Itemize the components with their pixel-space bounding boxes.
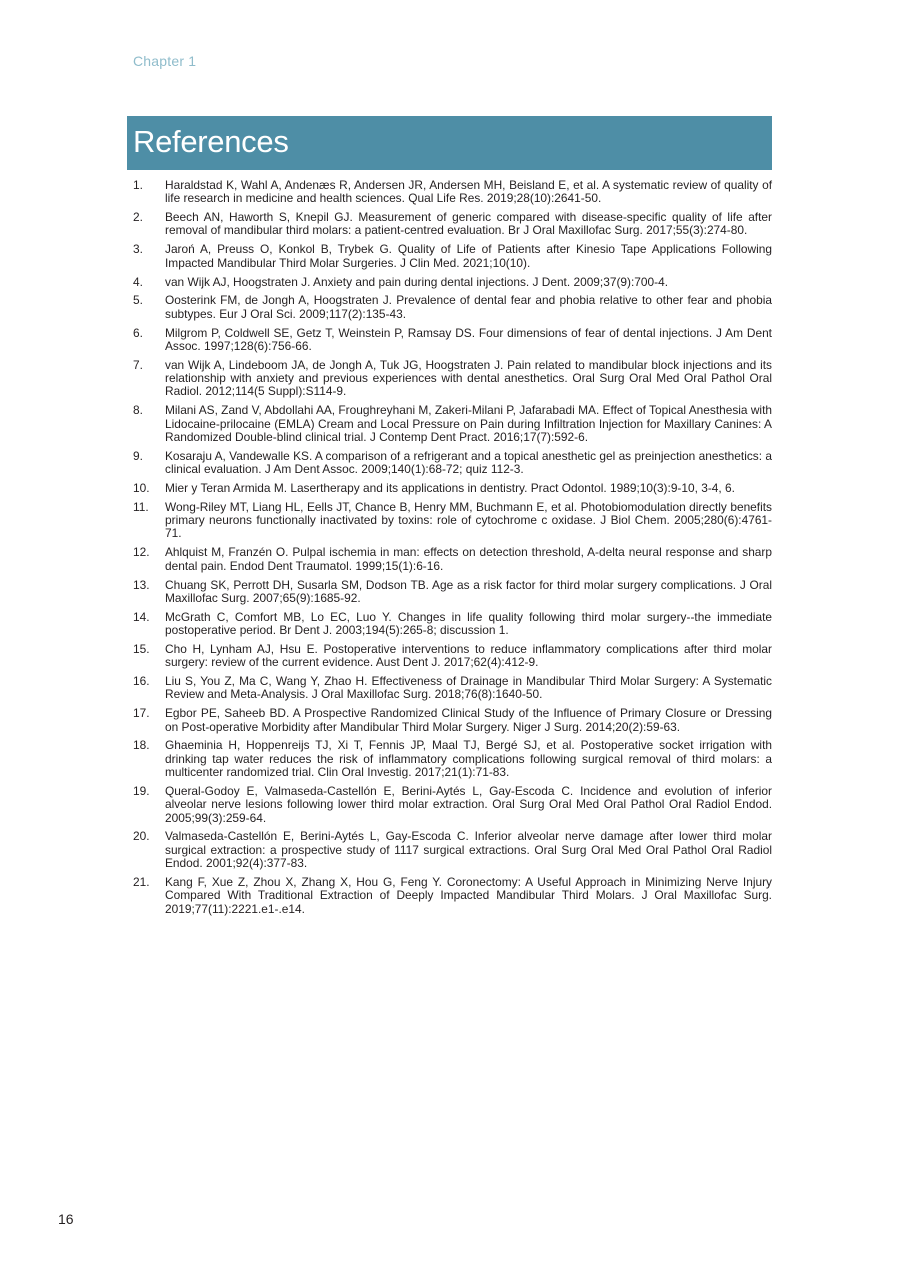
reference-text: Mier y Teran Armida M. Lasertherapy and its applications in dentistry. Pract Odontol. 1989;10(3):9-10, 3-4, 6. [165, 480, 735, 495]
reference-number: 10. [133, 480, 150, 495]
reference-item [133, 276, 772, 289]
reference-text: Milani AS, Zand V, Abdollahi AA, Froughreyhani M, Zakeri-Milani P, Jafarabadi MA. Effect of Topical Anesthesia with Lidocaine-prilocaine (EMLA) Cream and Local Pressure on Pain during Infiltration Injection for Maxillary Canines: A Randomized Double-blind clinical trial. J Contemp Dent Pract. 2016;17(7):592-6. [165, 403, 772, 444]
reference-number: 18. [133, 738, 150, 753]
reference-text: Milgrom P, Coldwell SE, Getz T, Weinstein P, Ramsay DS. Four dimensions of fear of dental injections. J Am Dent Assoc. 1997;128(6):756-66. [165, 325, 772, 353]
reference-item [133, 830, 772, 870]
reference-text: Chuang SK, Perrott DH, Susarla SM, Dodson TB. Age as a risk factor for third molar surgery complications. J Oral Maxillofac Surg. 2007;65(9):1685-92. [165, 577, 772, 605]
reference-text: McGrath C, Comfort MB, Lo EC, Luo Y. Changes in life quality following third molar surgery--the immediate postoperative period. Br Dent J. 2003;194(5):265-8; discussion 1. [165, 609, 772, 638]
reference-item [133, 739, 772, 779]
reference-text: Valmaseda-Castellón E, Berini-Aytés L, Gay-Escoda C. Inferior alveolar nerve damage after lower third molar surgical extraction: a prospective study of 1117 surgical extractions. Oral Surg Oral Med Oral Pathol Oral Radiol Endod. 2001;92(4):377-83. [165, 829, 772, 871]
reference-text: Beech AN, Haworth S, Knepil GJ. Measurement of generic compared with disease-specific quality of life after removal of mandibular third molars: a patient-centred evaluation. Br J Oral Maxillofac Surg. 2017;55(3):274-80. [165, 210, 772, 238]
reference-item [133, 359, 772, 399]
section-banner [127, 116, 772, 170]
reference-text: Queral-Godoy E, Valmaseda-Castellón E, Berini-Aytés L, Gay-Escoda C. Incidence and evolution of inferior alveolar nerve lesions following lower third molar extraction. Oral Surg Oral Med Oral Pathol Oral Radiol Endod. 2005;99(3):259-64. [165, 783, 772, 825]
reference-number: 1. [133, 178, 143, 192]
reference-number: 17. [133, 706, 150, 721]
reference-text: Kang F, Xue Z, Zhou X, Zhang X, Hou G, Feng Y. Coronectomy: A Useful Approach in Minimizing Nerve Injury Compared With Traditional Extraction of Deeply Impacted Mandibular Third Molars. J Oral Maxillofac Surg. 2019;77(11):2221.e1-.e14. [165, 874, 772, 916]
reference-number: 20. [133, 829, 150, 844]
reference-item [133, 179, 772, 206]
reference-text: van Wijk A, Lindeboom JA, de Jongh A, Tuk JG, Hoogstraten J. Pain related to mandibular block injections and its relationship with anxiety and previous experiences with dental anesthetics. Oral Surg Oral Med Oral Pathol Oral Radiol. 2012;114(5 Suppl):S114-9. [165, 357, 772, 399]
reference-number: 12. [133, 545, 150, 560]
reference-text: Haraldstad K, Wahl A, Andenæs R, Andersen JR, Andersen MH, Beisland E, et al. A systematic review of quality of life research in medicine and health sciences. Qual Life Res. 2019;28(10):2641-50. [165, 178, 772, 206]
reference-number: 15. [133, 641, 150, 656]
reference-number: 2. [133, 210, 143, 225]
reference-number: 7. [133, 357, 143, 372]
reference-number: 9. [133, 448, 143, 463]
reference-item [133, 294, 772, 321]
reference-number: 11. [133, 499, 149, 514]
reference-text: Ahlquist M, Franzén O. Pulpal ischemia in man: effects on detection threshold, A-delta neural response and sharp dental pain. Endod Dent Traumatol. 1999;15(1):6-16. [165, 545, 772, 573]
page-number: 16 [58, 1211, 74, 1227]
reference-item [133, 243, 772, 270]
reference-text: Wong-Riley MT, Liang HL, Eells JT, Chance B, Henry MM, Buchmann E, et al. Photobiomodulation directly benefits primary neurons functionally inactivated by toxins: role of cytochrome c oxidase. J Biol Chem. 2005;280(6):4761-71. [165, 499, 772, 541]
reference-text: Jaroń A, Preuss O, Konkol B, Trybek G. Quality of Life of Patients after Kinesio Tape Applications Following Impacted Mandibular Third Molar Surgeries. J Clin Med. 2021;10(10). [165, 242, 772, 270]
reference-number: 4. [133, 274, 143, 289]
reference-item [133, 501, 772, 541]
reference-text: Egbor PE, Saheeb BD. A Prospective Randomized Clinical Study of the Influence of Primary Closure or Dressing on Post-operative Morbidity after Mandibular Third Molar Surgery. Niger J Surg. 2014;20(2):59-63. [165, 706, 772, 734]
reference-item [133, 450, 772, 477]
reference-number: 6. [133, 325, 143, 340]
reference-text: Cho H, Lynham AJ, Hsu E. Postoperative interventions to reduce inflammatory complications after third molar surgery: review of the current evidence. Aust Dent J. 2017;62(4):412-9. [165, 641, 772, 670]
reference-item [133, 643, 772, 670]
reference-number: 14. [133, 609, 150, 624]
reference-item [133, 211, 772, 238]
reference-text: Liu S, You Z, Ma C, Wang Y, Zhao H. Effectiveness of Drainage in Mandibular Third Molar Surgery: A Systematic Review and Meta-Analysis. J Oral Maxillofac Surg. 2018;76(8):1640-50. [165, 674, 772, 702]
section-title: References [133, 124, 289, 159]
reference-number: 8. [133, 403, 143, 418]
reference-item [133, 482, 772, 495]
reference-item [133, 579, 772, 606]
reference-item [133, 611, 772, 638]
reference-item [133, 546, 772, 573]
reference-number: 16. [133, 674, 150, 689]
reference-item [133, 876, 772, 916]
reference-text: Oosterink FM, de Jongh A, Hoogstraten J. Prevalence of dental fear and phobia relative to other fear and phobia subtypes. Eur J Oral Sci. 2009;117(2):135-43. [165, 293, 772, 321]
reference-list [133, 179, 772, 921]
reference-text: van Wijk AJ, Hoogstraten J. Anxiety and pain during dental injections. J Dent. 2009;37(9):700-4. [165, 274, 668, 289]
reference-number: 5. [133, 293, 143, 308]
reference-number: 3. [133, 242, 143, 257]
reference-item [133, 327, 772, 354]
reference-item [133, 404, 772, 444]
reference-item [133, 785, 772, 825]
reference-item [133, 675, 772, 702]
reference-number: 13. [133, 577, 150, 592]
reference-item [133, 707, 772, 734]
reference-number: 21. [133, 874, 150, 889]
reference-number: 19. [133, 783, 150, 798]
reference-text: Kosaraju A, Vandewalle KS. A comparison of a refrigerant and a topical anesthetic gel as preinjection anesthetics: a clinical evaluation. J Am Dent Assoc. 2009;140(1):68-72; quiz 112-3. [165, 448, 772, 477]
reference-text: Ghaeminia H, Hoppenreijs TJ, Xi T, Fennis JP, Maal TJ, Bergé SJ, et al. Postoperative socket irrigation with drinking tap water reduces the risk of inflammatory complications following surgical removal of third molars: a multicenter randomized trial. Clin Oral Investig. 2017;21(1):71-83. [165, 738, 772, 780]
running-head: Chapter 1 [133, 53, 197, 69]
